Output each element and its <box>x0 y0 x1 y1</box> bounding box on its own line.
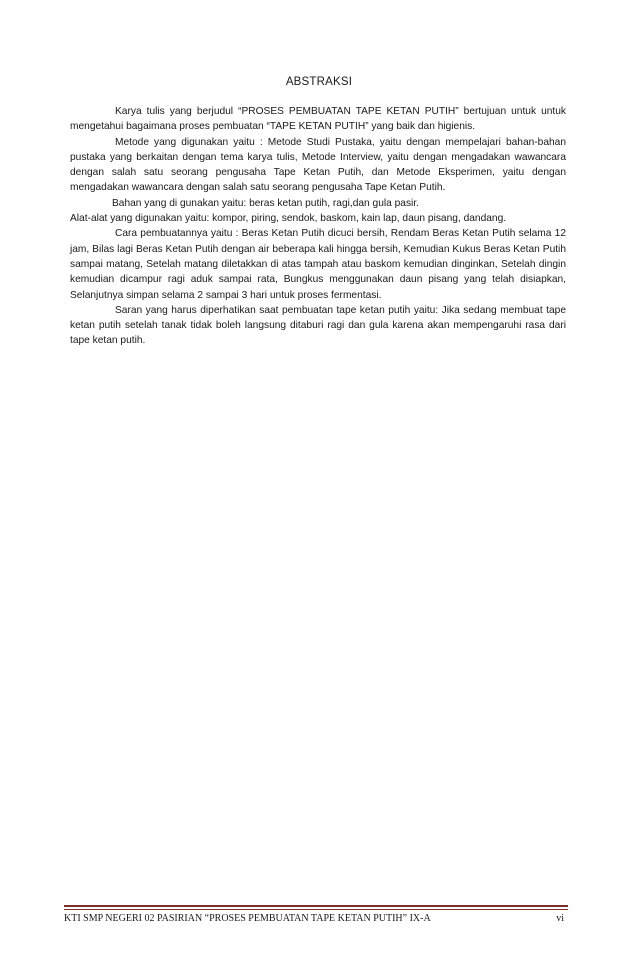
abstract-body <box>70 104 566 349</box>
footer-text-row <box>64 913 568 924</box>
paragraph-purpose: Karya tulis yang berjudul “PROSES PEMBUATAN TAPE KETAN PUTIH” bertujuan untuk untuk mengetahui bagaimana proses pembuatan “TAPE KETAN PUTIH” yang baik dan higienis. <box>70 106 566 133</box>
page-title: ABSTRAKSI <box>285 76 353 88</box>
paragraph-tools: Alat-alat yang digunakan yaitu: kompor, piring, sendok, baskom, kain lap, daun pisang, dandang. <box>70 213 507 225</box>
paragraph-method: Metode yang digunakan yaitu : Metode Studi Pustaka, yaitu dengan mempelajari bahan-bahan pustaka yang berkaitan dengan tema karya tulis, Metode Interview, yaitu dengan mengadakan wawancara dengan salah satu seorang pengusaha Tape Ketan Putih, dan Metode Eksperimen, yaitu dengan mengadakan wawancara dengan salah satu seorang pengusaha Tape Ketan Putih. <box>70 136 566 194</box>
page-footer <box>64 905 568 924</box>
paragraph-materials: Bahan yang di gunakan yaitu: beras ketan putih, ragi,dan gula pasir. <box>112 197 419 209</box>
paragraph-suggestion: Saran yang harus diperhatikan saat pembuatan tape ketan putih yaitu: Jika sedang membuat tape ketan putih setelah tanak tidak boleh langsung ditaburi ragi dan gula karena akan mempengaruhi rasa dari tape ketan putih. <box>70 304 566 347</box>
paragraph-procedure: Cara pembuatannya yaitu : Beras Ketan Putih dicuci bersih, Rendam Beras Ketan Putih selama 12 jam, Bilas lagi Beras Ketan Putih dengan air beberapa kali hingga bersih, Kemudian Kukus Beras Ketan Putih sampai matang, Setelah matang diletakkan di atas tampah atau baskom kemudian dinginkan, Setelah dingin kemudian dicampur ragi aduk sampai rata, Bungkus menggunakan daun pisang yang telah disiapkan, Selanjutnya simpan selama 2 sampai 3 hari untuk proses fermentasi. <box>70 228 566 301</box>
footer-rule-thick <box>64 905 568 907</box>
footer-rule-thin <box>64 909 568 910</box>
page-number: vi <box>556 913 564 924</box>
footer-caption: KTI SMP NEGERI 02 PASIRIAN “PROSES PEMBUATAN TAPE KETAN PUTIH” IX-A <box>64 913 431 924</box>
